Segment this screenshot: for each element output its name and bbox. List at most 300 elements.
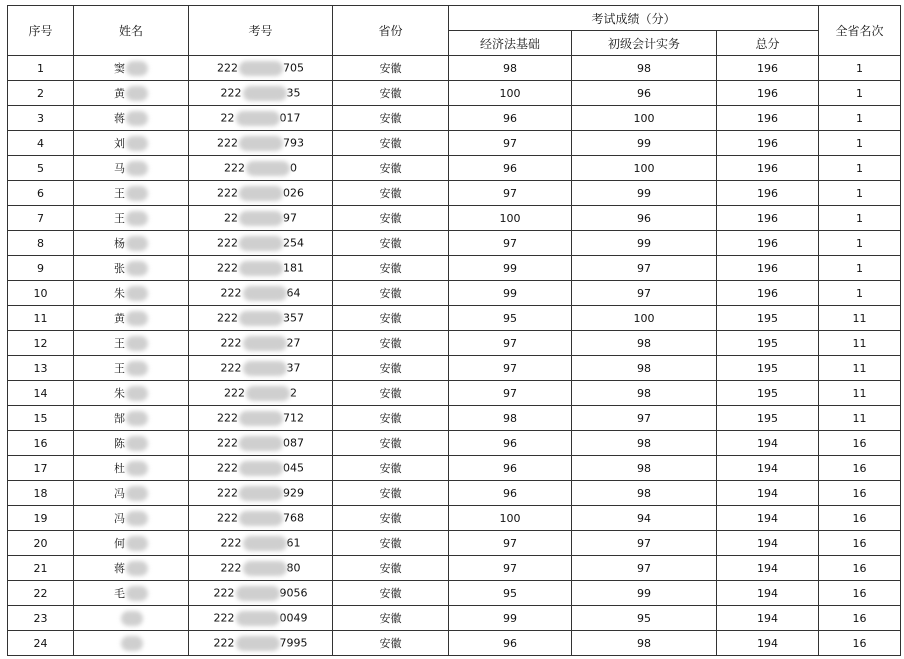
- name-visible: 朱: [114, 386, 125, 400]
- cell-subject1: 96: [449, 106, 572, 131]
- cell-province: 安徽: [333, 56, 449, 81]
- cell-subject1: 97: [449, 331, 572, 356]
- cell-subject2: 98: [572, 356, 717, 381]
- cell-subject1: 97: [449, 356, 572, 381]
- exam-id-prefix: 222: [220, 286, 242, 299]
- cell-subject1: 100: [449, 81, 572, 106]
- redaction-blur: [246, 386, 290, 401]
- redaction-blur: [236, 111, 280, 126]
- exam-id-suffix: 0049: [279, 611, 308, 624]
- exam-id-suffix: 181: [283, 261, 304, 274]
- cell-total: 196: [717, 56, 819, 81]
- cell-province: 安徽: [333, 556, 449, 581]
- cell-rank: 1: [819, 106, 901, 131]
- cell-total: 195: [717, 406, 819, 431]
- exam-id-prefix: 222: [217, 461, 238, 474]
- exam-id-prefix: 222: [224, 386, 245, 399]
- cell-total: 194: [717, 606, 819, 631]
- cell-subject2: 98: [572, 631, 717, 656]
- exam-id-prefix: 222: [217, 236, 238, 249]
- redaction-blur: [126, 236, 148, 251]
- cell-total: 195: [717, 306, 819, 331]
- cell-name: [74, 606, 189, 631]
- redaction-blur: [126, 386, 148, 401]
- cell-province: 安徽: [333, 331, 449, 356]
- table-row: [8, 356, 901, 381]
- cell-subject1: 97: [449, 556, 572, 581]
- cell-subject1: 99: [449, 281, 572, 306]
- cell-exam-id: [189, 281, 333, 306]
- table-row: [8, 631, 901, 656]
- cell-province: 安徽: [333, 181, 449, 206]
- exam-id-suffix: 017: [279, 111, 301, 124]
- cell-subject2: 98: [572, 431, 717, 456]
- cell-name: [74, 431, 189, 456]
- cell-total: 194: [717, 456, 819, 481]
- header-subject1: 经济法基础: [449, 31, 572, 56]
- exam-id-suffix: 793: [283, 136, 304, 149]
- cell-exam-id: [189, 531, 333, 556]
- exam-id-prefix: 222: [217, 186, 238, 199]
- cell-subject1: 97: [449, 381, 572, 406]
- name-visible: 王: [114, 186, 125, 200]
- redaction-blur: [126, 86, 148, 101]
- cell-index: 7: [8, 206, 74, 231]
- cell-exam-id: [189, 481, 333, 506]
- cell-index: 4: [8, 131, 74, 156]
- cell-province: 安徽: [333, 581, 449, 606]
- name-visible: 陈: [114, 436, 125, 450]
- table-row: [8, 181, 901, 206]
- cell-province: 安徽: [333, 481, 449, 506]
- cell-rank: 1: [819, 56, 901, 81]
- name-visible: 郜: [114, 411, 125, 425]
- cell-subject1: 100: [449, 506, 572, 531]
- redaction-blur: [126, 161, 148, 176]
- table-row: [8, 206, 901, 231]
- cell-total: 196: [717, 256, 819, 281]
- cell-index: 22: [8, 581, 74, 606]
- exam-id-prefix: 222: [217, 486, 238, 499]
- cell-province: 安徽: [333, 431, 449, 456]
- redaction-blur: [126, 111, 148, 126]
- cell-subject1: 98: [449, 56, 572, 81]
- exam-id-prefix: 222: [220, 361, 242, 374]
- cell-name: [74, 356, 189, 381]
- table-row: [8, 481, 901, 506]
- cell-province: 安徽: [333, 131, 449, 156]
- cell-total: 196: [717, 181, 819, 206]
- cell-subject1: 96: [449, 156, 572, 181]
- cell-exam-id: [189, 431, 333, 456]
- exam-id-prefix: 222: [217, 511, 238, 524]
- cell-exam-id: [189, 156, 333, 181]
- redaction-blur: [243, 561, 287, 576]
- cell-name: [74, 556, 189, 581]
- cell-name: [74, 331, 189, 356]
- table-row: [8, 106, 901, 131]
- cell-name: [74, 281, 189, 306]
- cell-subject1: 98: [449, 406, 572, 431]
- table-row: [8, 156, 901, 181]
- header-rank: 全省名次: [819, 6, 901, 56]
- cell-rank: 1: [819, 231, 901, 256]
- table-row: [8, 581, 901, 606]
- cell-name: [74, 206, 189, 231]
- cell-name: [74, 481, 189, 506]
- cell-subject1: 96: [449, 431, 572, 456]
- redaction-blur: [126, 461, 148, 476]
- cell-exam-id: [189, 106, 333, 131]
- cell-subject2: 99: [572, 181, 717, 206]
- redaction-blur: [126, 411, 148, 426]
- cell-exam-id: [189, 606, 333, 631]
- cell-index: 16: [8, 431, 74, 456]
- cell-total: 196: [717, 281, 819, 306]
- exam-id-prefix: 222: [220, 336, 242, 349]
- redaction-blur: [126, 136, 148, 151]
- cell-total: 194: [717, 581, 819, 606]
- cell-province: 安徽: [333, 281, 449, 306]
- cell-subject2: 96: [572, 206, 717, 231]
- name-visible: 毛: [114, 586, 125, 600]
- exam-id-prefix: 222: [220, 561, 242, 574]
- cell-total: 194: [717, 431, 819, 456]
- cell-province: 安徽: [333, 256, 449, 281]
- cell-subject1: 95: [449, 581, 572, 606]
- cell-subject2: 97: [572, 556, 717, 581]
- exam-id-suffix: 0: [290, 161, 297, 174]
- cell-exam-id: [189, 81, 333, 106]
- header-province: 省份: [333, 6, 449, 56]
- redaction-blur: [126, 286, 148, 301]
- cell-exam-id: [189, 631, 333, 656]
- exam-id-suffix: 045: [283, 461, 304, 474]
- redaction-blur: [239, 411, 283, 426]
- cell-province: 安徽: [333, 506, 449, 531]
- exam-id-suffix: 2: [290, 386, 297, 399]
- cell-exam-id: [189, 56, 333, 81]
- exam-id-suffix: 712: [283, 411, 304, 424]
- cell-exam-id: [189, 356, 333, 381]
- score-table: [7, 5, 901, 656]
- cell-total: 195: [717, 331, 819, 356]
- cell-rank: 16: [819, 531, 901, 556]
- redaction-blur: [126, 511, 148, 526]
- name-visible: 窦: [114, 61, 125, 75]
- exam-id-suffix: 026: [283, 186, 304, 199]
- cell-index: 19: [8, 506, 74, 531]
- cell-rank: 1: [819, 181, 901, 206]
- cell-index: 15: [8, 406, 74, 431]
- cell-province: 安徽: [333, 406, 449, 431]
- cell-name: [74, 306, 189, 331]
- cell-name: [74, 56, 189, 81]
- cell-province: 安徽: [333, 606, 449, 631]
- cell-exam-id: [189, 181, 333, 206]
- redaction-blur: [126, 361, 148, 376]
- cell-subject2: 96: [572, 81, 717, 106]
- cell-exam-id: [189, 581, 333, 606]
- exam-id-suffix: 27: [286, 336, 301, 349]
- exam-id-prefix: 222: [224, 161, 245, 174]
- redaction-blur: [121, 636, 143, 651]
- cell-total: 196: [717, 231, 819, 256]
- exam-id-prefix: 222: [213, 636, 235, 649]
- cell-name: [74, 456, 189, 481]
- cell-rank: 1: [819, 256, 901, 281]
- cell-index: 14: [8, 381, 74, 406]
- exam-id-suffix: 80: [286, 561, 301, 574]
- cell-index: 9: [8, 256, 74, 281]
- cell-rank: 16: [819, 556, 901, 581]
- redaction-blur: [236, 586, 280, 601]
- header-total: 总分: [717, 31, 819, 56]
- cell-name: [74, 631, 189, 656]
- table-row: [8, 56, 901, 81]
- cell-subject2: 98: [572, 456, 717, 481]
- redaction-blur: [239, 311, 283, 326]
- cell-name: [74, 406, 189, 431]
- cell-subject2: 97: [572, 531, 717, 556]
- redaction-blur: [239, 486, 283, 501]
- exam-id-suffix: 97: [283, 211, 297, 224]
- cell-exam-id: [189, 456, 333, 481]
- cell-province: 安徽: [333, 456, 449, 481]
- name-visible: 蒋: [114, 111, 125, 125]
- exam-id-prefix: 222: [220, 86, 242, 99]
- table-row: [8, 256, 901, 281]
- cell-index: 8: [8, 231, 74, 256]
- redaction-blur: [239, 136, 283, 151]
- redaction-blur: [239, 61, 283, 76]
- cell-name: [74, 106, 189, 131]
- cell-index: 5: [8, 156, 74, 181]
- cell-province: 安徽: [333, 381, 449, 406]
- table-row: [8, 306, 901, 331]
- table-row: [8, 556, 901, 581]
- cell-rank: 11: [819, 331, 901, 356]
- cell-subject2: 100: [572, 306, 717, 331]
- cell-subject2: 97: [572, 256, 717, 281]
- exam-id-prefix: 222: [217, 136, 238, 149]
- redaction-blur: [126, 586, 148, 601]
- cell-rank: 11: [819, 356, 901, 381]
- exam-id-suffix: 087: [283, 436, 304, 449]
- cell-rank: 1: [819, 81, 901, 106]
- redaction-blur: [126, 186, 148, 201]
- exam-id-prefix: 222: [213, 611, 235, 624]
- table-row: [8, 131, 901, 156]
- exam-id-prefix: 222: [217, 311, 238, 324]
- cell-rank: 16: [819, 606, 901, 631]
- name-visible: 王: [114, 361, 125, 375]
- table-row: [8, 406, 901, 431]
- cell-index: 20: [8, 531, 74, 556]
- cell-total: 194: [717, 531, 819, 556]
- cell-subject2: 99: [572, 581, 717, 606]
- cell-subject2: 97: [572, 281, 717, 306]
- redaction-blur: [126, 311, 148, 326]
- cell-total: 194: [717, 481, 819, 506]
- redaction-blur: [239, 461, 283, 476]
- redaction-blur: [243, 286, 287, 301]
- cell-index: 24: [8, 631, 74, 656]
- cell-subject2: 95: [572, 606, 717, 631]
- exam-id-prefix: 222: [220, 536, 242, 549]
- exam-id-prefix: 222: [217, 436, 238, 449]
- table-row: [8, 81, 901, 106]
- cell-rank: 1: [819, 206, 901, 231]
- cell-subject2: 97: [572, 406, 717, 431]
- table-body: [8, 56, 901, 656]
- cell-index: 1: [8, 56, 74, 81]
- redaction-blur: [243, 361, 287, 376]
- name-visible: 朱: [114, 286, 125, 300]
- cell-name: [74, 581, 189, 606]
- cell-name: [74, 531, 189, 556]
- cell-index: 21: [8, 556, 74, 581]
- cell-subject1: 100: [449, 206, 572, 231]
- cell-index: 3: [8, 106, 74, 131]
- cell-rank: 16: [819, 581, 901, 606]
- cell-province: 安徽: [333, 106, 449, 131]
- cell-subject1: 96: [449, 481, 572, 506]
- exam-id-suffix: 35: [286, 86, 301, 99]
- cell-rank: 11: [819, 406, 901, 431]
- redaction-blur: [126, 436, 148, 451]
- cell-subject1: 97: [449, 531, 572, 556]
- redaction-blur: [126, 561, 148, 576]
- redaction-blur: [126, 211, 148, 226]
- redaction-blur: [126, 486, 148, 501]
- redaction-blur: [126, 536, 148, 551]
- redaction-blur: [121, 611, 143, 626]
- cell-index: 11: [8, 306, 74, 331]
- table-row: [8, 606, 901, 631]
- name-visible: 刘: [114, 136, 125, 150]
- table-row: [8, 381, 901, 406]
- cell-rank: 16: [819, 431, 901, 456]
- cell-index: 17: [8, 456, 74, 481]
- name-visible: 黄: [114, 311, 125, 325]
- table-row: [8, 506, 901, 531]
- cell-province: 安徽: [333, 156, 449, 181]
- exam-id-suffix: 61: [286, 536, 301, 549]
- name-visible: 杜: [114, 461, 125, 475]
- cell-subject2: 98: [572, 381, 717, 406]
- cell-province: 安徽: [333, 206, 449, 231]
- cell-province: 安徽: [333, 81, 449, 106]
- cell-name: [74, 506, 189, 531]
- table-row: [8, 331, 901, 356]
- cell-exam-id: [189, 131, 333, 156]
- redaction-blur: [239, 211, 283, 226]
- cell-subject1: 96: [449, 456, 572, 481]
- cell-total: 196: [717, 106, 819, 131]
- cell-province: 安徽: [333, 306, 449, 331]
- cell-total: 196: [717, 206, 819, 231]
- cell-rank: 1: [819, 281, 901, 306]
- redaction-blur: [239, 511, 283, 526]
- cell-name: [74, 256, 189, 281]
- cell-province: 安徽: [333, 531, 449, 556]
- cell-exam-id: [189, 406, 333, 431]
- redaction-blur: [236, 611, 280, 626]
- name-visible: 蒋: [114, 561, 125, 575]
- cell-exam-id: [189, 231, 333, 256]
- exam-id-prefix: 22: [220, 111, 235, 124]
- redaction-blur: [239, 186, 283, 201]
- cell-subject1: 99: [449, 606, 572, 631]
- header-row-top: [8, 6, 901, 31]
- cell-exam-id: [189, 381, 333, 406]
- cell-rank: 11: [819, 306, 901, 331]
- exam-id-suffix: 9056: [279, 586, 308, 599]
- cell-subject1: 97: [449, 131, 572, 156]
- cell-index: 23: [8, 606, 74, 631]
- exam-id-suffix: 768: [283, 511, 304, 524]
- redaction-blur: [239, 236, 283, 251]
- exam-id-suffix: 705: [283, 61, 304, 74]
- cell-province: 安徽: [333, 356, 449, 381]
- cell-index: 2: [8, 81, 74, 106]
- cell-rank: 1: [819, 131, 901, 156]
- exam-id-prefix: 222: [217, 411, 238, 424]
- redaction-blur: [246, 161, 290, 176]
- exam-id-prefix: 222: [217, 61, 238, 74]
- cell-total: 194: [717, 556, 819, 581]
- cell-subject2: 99: [572, 131, 717, 156]
- redaction-blur: [243, 536, 287, 551]
- name-visible: 何: [114, 536, 125, 550]
- header-score-group: 考试成绩（分）: [449, 6, 819, 31]
- cell-total: 196: [717, 81, 819, 106]
- cell-subject2: 98: [572, 331, 717, 356]
- cell-index: 12: [8, 331, 74, 356]
- name-visible: 张: [114, 261, 125, 275]
- cell-rank: 16: [819, 631, 901, 656]
- cell-subject2: 98: [572, 56, 717, 81]
- cell-name: [74, 381, 189, 406]
- header-subject2: 初级会计实务: [572, 31, 717, 56]
- cell-exam-id: [189, 506, 333, 531]
- redaction-blur: [236, 636, 280, 651]
- cell-rank: 11: [819, 381, 901, 406]
- cell-subject1: 97: [449, 181, 572, 206]
- cell-total: 196: [717, 156, 819, 181]
- exam-id-prefix: 222: [213, 586, 235, 599]
- cell-rank: 16: [819, 456, 901, 481]
- cell-name: [74, 81, 189, 106]
- redaction-blur: [243, 336, 287, 351]
- cell-subject1: 96: [449, 631, 572, 656]
- table-row: [8, 531, 901, 556]
- header-exam-id: 考号: [189, 6, 333, 56]
- redaction-blur: [126, 61, 148, 76]
- header-name: 姓名: [74, 6, 189, 56]
- cell-index: 6: [8, 181, 74, 206]
- cell-exam-id: [189, 556, 333, 581]
- cell-subject2: 94: [572, 506, 717, 531]
- cell-total: 194: [717, 506, 819, 531]
- cell-rank: 16: [819, 481, 901, 506]
- cell-name: [74, 156, 189, 181]
- table-row: [8, 231, 901, 256]
- cell-total: 195: [717, 381, 819, 406]
- exam-id-suffix: 254: [283, 236, 304, 249]
- cell-name: [74, 181, 189, 206]
